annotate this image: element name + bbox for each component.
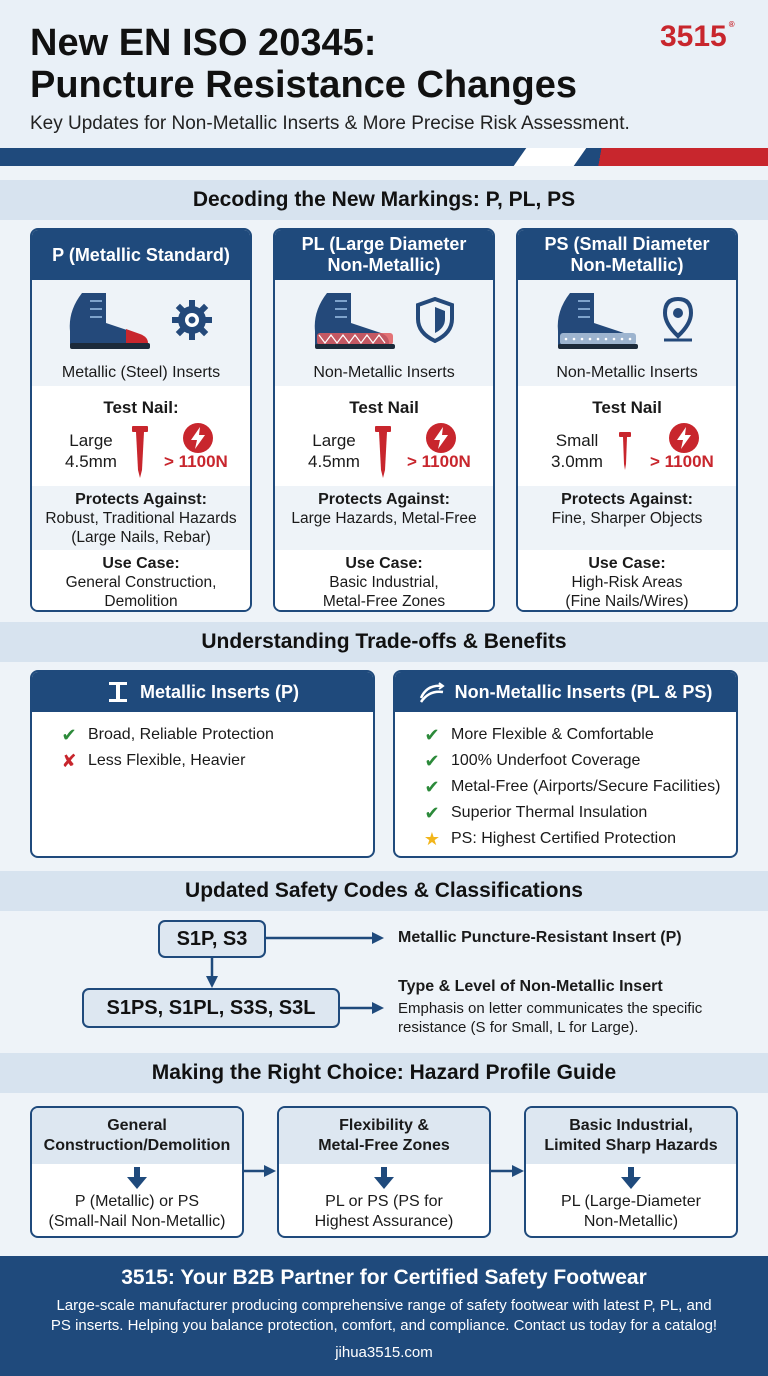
nail-size-mm: 4.5mm — [308, 452, 360, 471]
protects-text: Fine, Sharper Objects — [551, 510, 703, 527]
protects-text-2: (Large Nails, Rebar) — [71, 529, 211, 546]
footer-text — [0, 1296, 768, 1336]
force-value: > 1100N — [650, 452, 714, 471]
guide-head-line-1: Flexibility & — [339, 1117, 429, 1134]
arrow-down-icon — [32, 1164, 242, 1192]
arrow-down-icon — [526, 1164, 736, 1192]
section-title-codes: Updated Safety Codes & Classifications — [0, 871, 768, 911]
guide-head-line-2: Limited Sharp Hazards — [544, 1137, 718, 1154]
guide-body-line-1: P (Metallic) or PS — [74, 1193, 200, 1210]
guide-head-line-2: Construction/Demolition — [43, 1137, 231, 1154]
test-nail-title: Test Nail: — [103, 398, 179, 417]
marking-card-title: P (Metallic Standard) — [52, 244, 230, 265]
use-case-heading: Use Case: — [102, 555, 180, 572]
guide-body-line-1: PL or PS (PS for — [325, 1193, 443, 1210]
use-case-heading: Use Case: — [588, 555, 666, 572]
footer-title: 3515: Your B2B Partner for Certified Safety Footwear — [121, 1266, 647, 1289]
check-icon: ✔ — [424, 777, 440, 797]
use-case-text: Basic Industrial, — [329, 574, 439, 591]
cross-icon: ✘ — [61, 751, 77, 771]
list-item-text: PS: Highest Certified Protection — [451, 830, 676, 847]
guide-head-line-2: Metal-Free Zones — [318, 1137, 450, 1154]
use-case-text: General Construction, — [65, 574, 217, 591]
marking-card-title: PL (Large Diameter — [301, 234, 467, 254]
arrow-down-icon — [279, 1164, 489, 1192]
code-box-metallic: S1P, S3 — [158, 920, 266, 958]
title-line-1: New EN ISO 20345: — [30, 22, 377, 64]
nail-size-mm: 3.0mm — [551, 452, 603, 471]
guide-card-header — [279, 1108, 489, 1164]
use-case-text-2: Metal-Free Zones — [322, 593, 446, 610]
force-value: > 1100N — [164, 452, 228, 471]
tradeoff-card-title: Non-Metallic Inserts (PL & PS) — [454, 681, 713, 702]
code-box-nonmetallic: S1PS, S1PL, S3S, S3L — [82, 988, 340, 1028]
footer-website-link[interactable]: jihua3515.com — [335, 1344, 433, 1361]
check-icon: ✔ — [424, 751, 440, 771]
insert-type-label: Metallic (Steel) Inserts — [32, 360, 250, 386]
guide-card-header — [526, 1108, 736, 1164]
guide-head-line-1: General — [107, 1117, 167, 1134]
guide-recommendation — [32, 1192, 242, 1232]
code-desc-line-2: resistance (S for Small, L for Large). — [398, 1019, 639, 1036]
guide-card-flexibility — [277, 1106, 491, 1238]
section-title-markings: Decoding the New Markings: P, PL, PS — [0, 180, 768, 220]
force-value: > 1100N — [407, 452, 471, 471]
check-icon: ✔ — [424, 803, 440, 823]
guide-recommendation — [279, 1192, 489, 1232]
marking-card-title-2: Non-Metallic) — [570, 255, 684, 275]
guide-body-line-2: Highest Assurance) — [314, 1213, 454, 1230]
marking-card-title-2: Non-Metallic) — [327, 255, 441, 275]
list-item-text: 100% Underfoot Coverage — [451, 752, 641, 769]
list-item-text: More Flexible & Comfortable — [451, 726, 654, 743]
footer — [0, 1256, 768, 1376]
guide-card-industrial — [524, 1106, 738, 1238]
guide-body-line-2: Non-Metallic) — [583, 1213, 679, 1230]
guide-body-line-2: (Small-Nail Non-Metallic) — [48, 1213, 226, 1230]
insert-type-label: Non-Metallic Inserts — [275, 360, 493, 386]
list-item-text: Broad, Reliable Protection — [88, 726, 274, 743]
title-line-2: Puncture Resistance Changes — [30, 64, 577, 106]
star-icon: ★ — [423, 829, 441, 849]
tradeoff-card-title: Metallic Inserts (P) — [139, 681, 300, 702]
protects-heading: Protects Against: — [75, 491, 207, 508]
use-case-text-2: Demolition — [104, 593, 178, 610]
nail-size-word: Small — [555, 431, 599, 450]
guide-card-header — [32, 1108, 242, 1164]
code-desc-nonmetallic-title: Type & Level of Non-Metallic Insert — [398, 978, 663, 995]
guide-recommendation — [526, 1192, 736, 1232]
footer-text-line-2: PS inserts. Helping you balance protection, comfort, and compliance. Contact us today for a catalog! — [50, 1317, 718, 1334]
check-icon: ✔ — [61, 725, 77, 745]
use-case-text-2: (Fine Nails/Wires) — [565, 593, 689, 610]
nail-size-word: Large — [69, 431, 113, 450]
nail-size-word: Large — [312, 431, 356, 450]
marking-card-title: PS (Small Diameter — [544, 234, 710, 254]
registered-mark: ® — [728, 20, 735, 29]
page-subtitle: Key Updates for Non-Metallic Inserts & More Precise Risk Assessment. — [30, 113, 630, 134]
protects-heading: Protects Against: — [318, 491, 450, 508]
protects-text: Robust, Traditional Hazards — [45, 510, 237, 527]
protects-heading: Protects Against: — [561, 491, 693, 508]
footer-text-line-1: Large-scale manufacturer producing comprehensive range of safety footwear with latest P, PL, and — [56, 1297, 712, 1314]
test-nail-title: Test Nail — [592, 398, 662, 417]
insert-type-label: Non-Metallic Inserts — [518, 360, 736, 386]
guide-body-line-1: PL (Large-Diameter — [561, 1193, 701, 1210]
list-item-text: Less Flexible, Heavier — [88, 752, 246, 769]
guide-card-construction — [30, 1106, 244, 1238]
use-case-text: High-Risk Areas — [571, 574, 683, 591]
list-item-text: Superior Thermal Insulation — [451, 804, 648, 821]
section-title-tradeoffs: Understanding Trade-offs & Benefits — [0, 622, 768, 662]
use-case-heading: Use Case: — [345, 555, 423, 572]
check-icon: ✔ — [424, 725, 440, 745]
test-nail-title: Test Nail — [349, 398, 419, 417]
code-desc-metallic: Metallic Puncture-Resistant Insert (P) — [398, 929, 682, 946]
nail-size-mm: 4.5mm — [65, 452, 117, 471]
code-desc-line-1: Emphasis on letter communicates the specific — [398, 1000, 703, 1017]
brand-name: 3515 — [660, 20, 727, 53]
list-item-text: Metal-Free (Airports/Secure Facilities) — [451, 778, 721, 795]
section-title-guide: Making the Right Choice: Hazard Profile Guide — [0, 1053, 768, 1093]
protects-text: Large Hazards, Metal-Free — [291, 510, 477, 527]
guide-head-line-1: Basic Industrial, — [569, 1117, 693, 1134]
